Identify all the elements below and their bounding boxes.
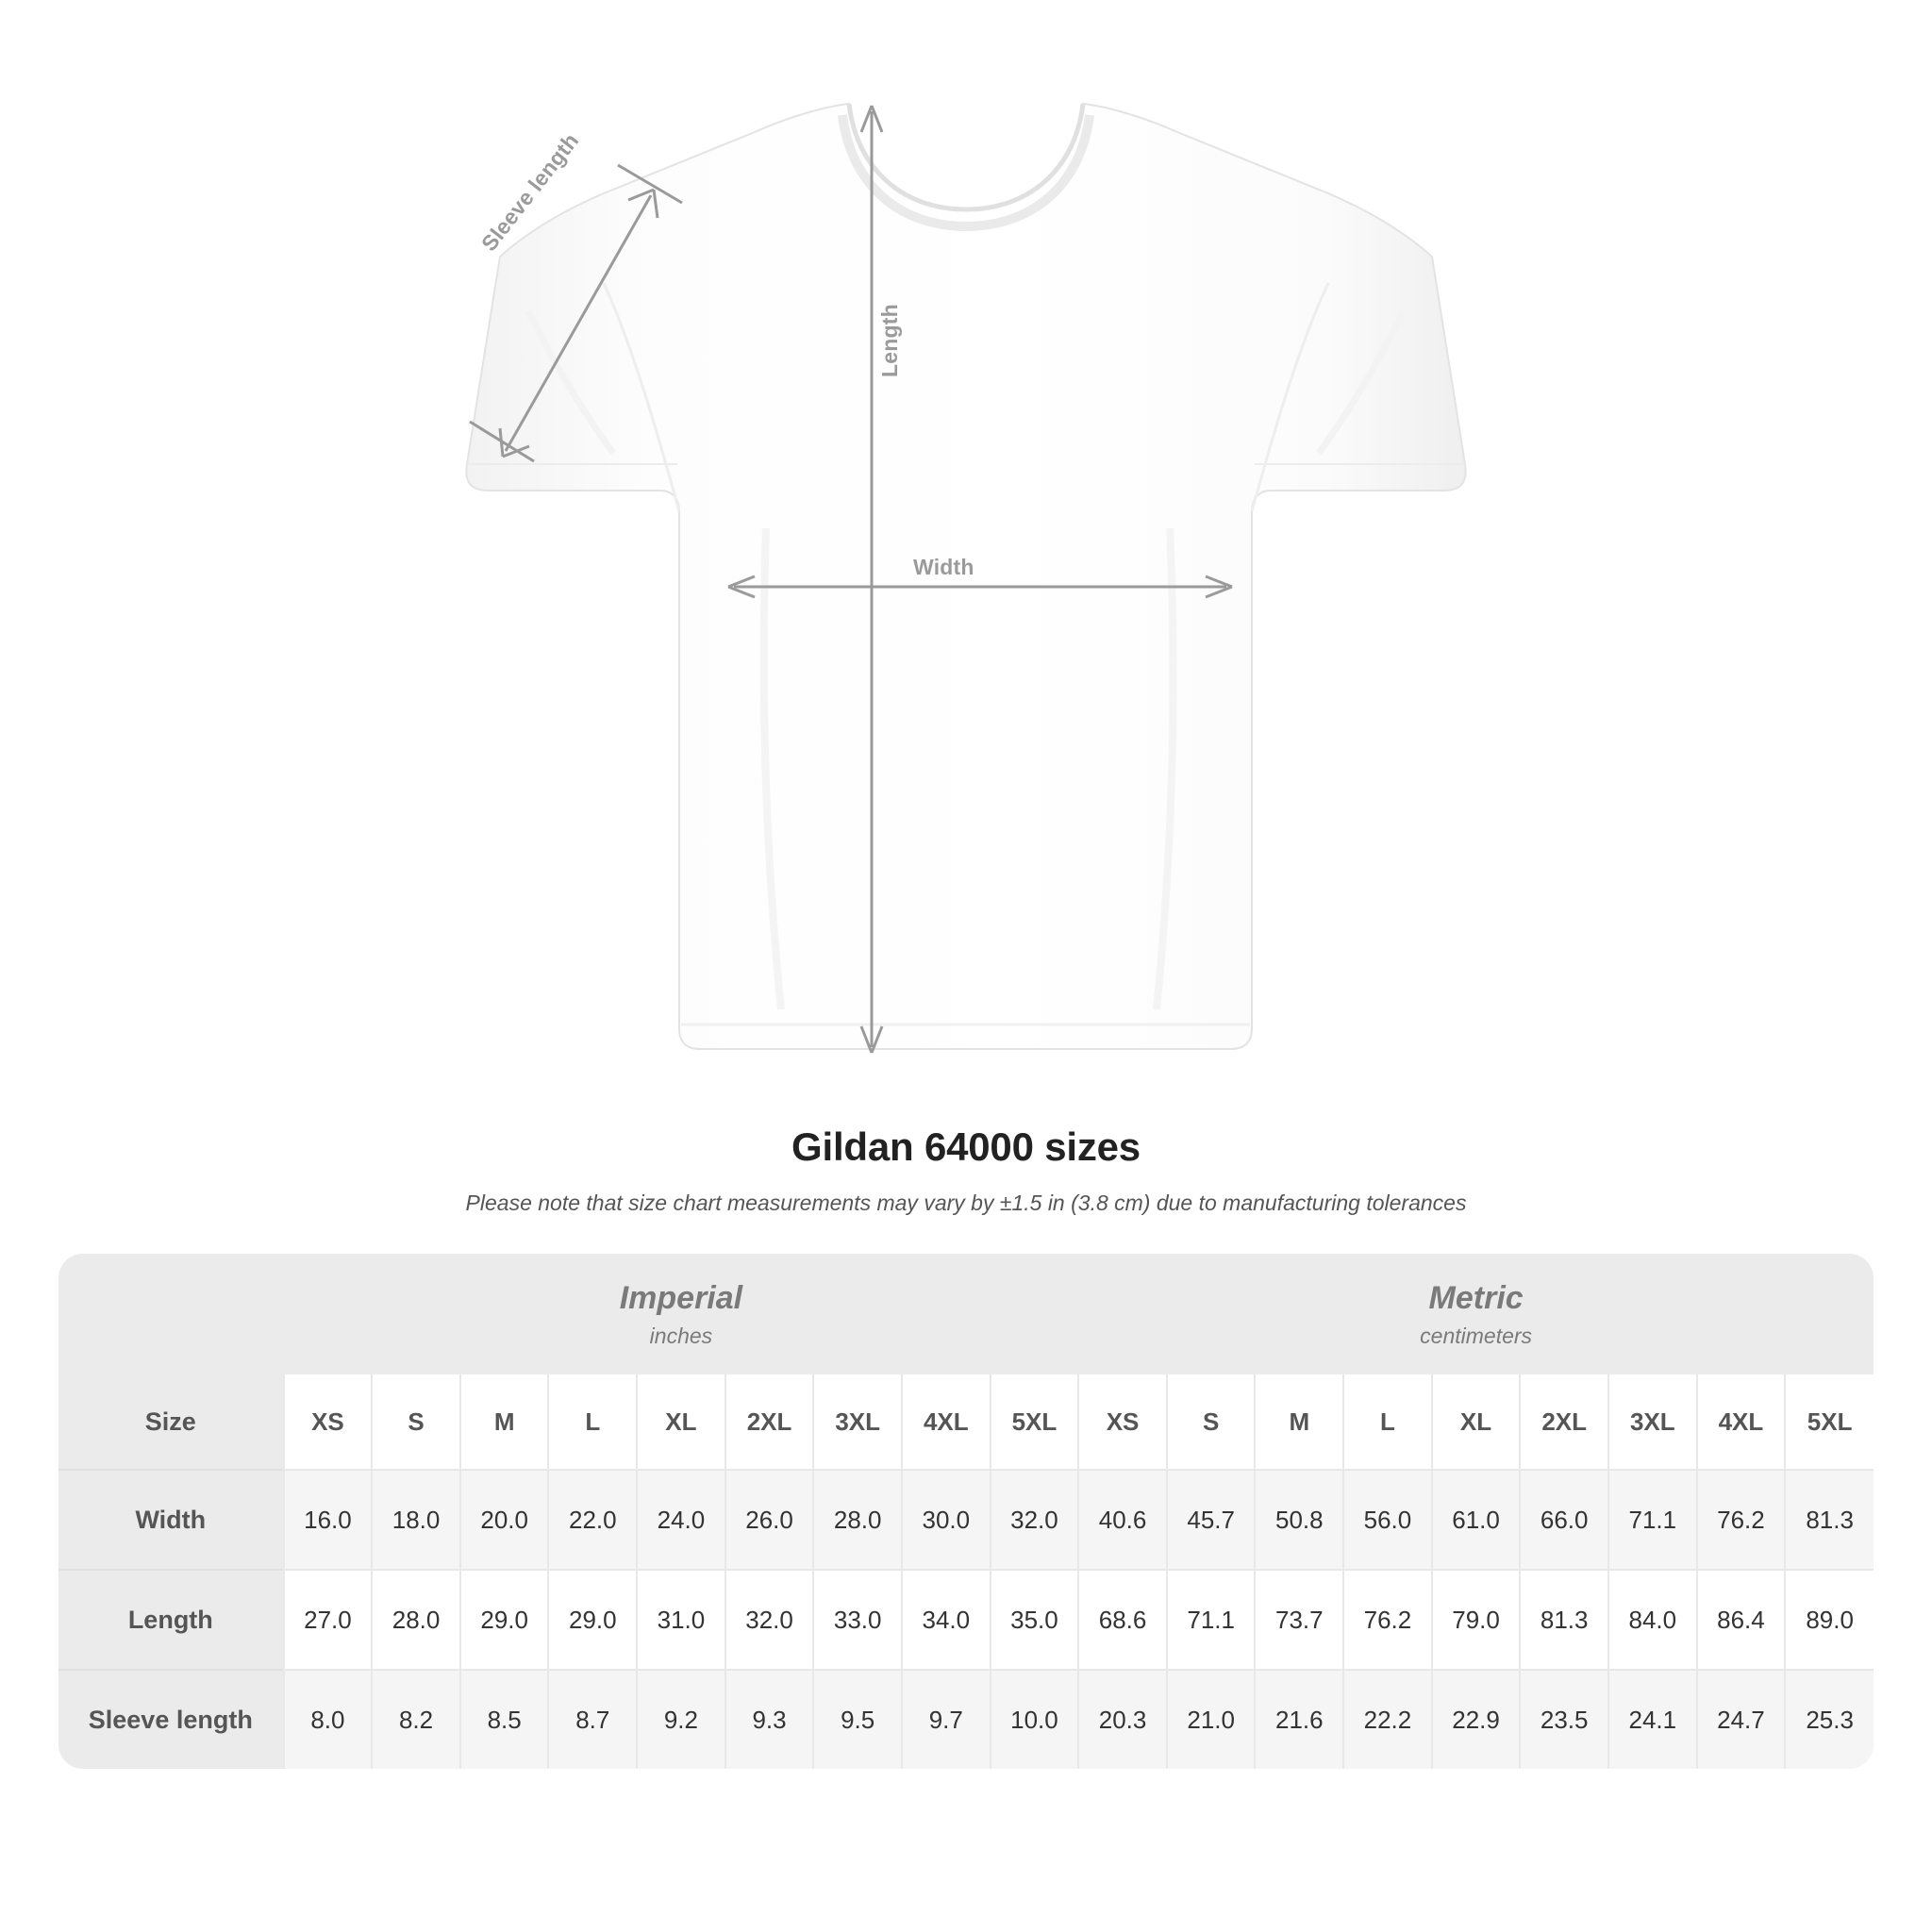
size-header-metric-s: S — [1167, 1374, 1256, 1470]
cell-length-imperial-xl: 31.0 — [637, 1570, 725, 1670]
cell-sleeve-imperial-xs: 8.0 — [284, 1670, 373, 1769]
table-row-length — [58, 1570, 1874, 1670]
size-header-metric-l: L — [1343, 1374, 1432, 1470]
size-header-imperial-m: M — [460, 1374, 549, 1470]
cell-width-imperial-xl: 24.0 — [637, 1470, 725, 1570]
cell-length-imperial-m: 29.0 — [460, 1570, 549, 1670]
size-header-metric-2xl: 2XL — [1520, 1374, 1608, 1470]
cell-sleeve-metric-s: 21.0 — [1167, 1670, 1256, 1769]
size-table — [58, 1254, 1874, 1769]
unit-metric-name: Metric — [1428, 1280, 1524, 1317]
cell-width-imperial-xs: 16.0 — [284, 1470, 373, 1570]
size-header-imperial-l: L — [548, 1374, 637, 1470]
unit-imperial-name: Imperial — [619, 1280, 743, 1317]
cell-sleeve-imperial-m: 8.5 — [460, 1670, 549, 1769]
cell-width-metric-2xl: 66.0 — [1520, 1470, 1608, 1570]
size-header-row — [58, 1374, 1874, 1470]
cell-width-metric-xl: 61.0 — [1432, 1470, 1521, 1570]
size-header-label: Size — [58, 1374, 284, 1470]
cell-length-imperial-4xl: 34.0 — [902, 1570, 991, 1670]
cell-length-imperial-5xl: 35.0 — [991, 1570, 1079, 1670]
cell-length-metric-xs: 68.6 — [1078, 1570, 1167, 1670]
table-row-sleeve-length — [58, 1670, 1874, 1769]
cell-sleeve-imperial-s: 8.2 — [372, 1670, 460, 1769]
cell-width-metric-5xl: 81.3 — [1785, 1470, 1874, 1570]
size-header-imperial-xs: XS — [284, 1374, 373, 1470]
size-table-wrapper — [58, 1254, 1874, 1769]
cell-width-metric-m: 50.8 — [1255, 1470, 1343, 1570]
cell-length-imperial-2xl: 32.0 — [725, 1570, 814, 1670]
cell-length-imperial-xs: 27.0 — [284, 1570, 373, 1670]
cell-width-imperial-5xl: 32.0 — [991, 1470, 1079, 1570]
size-header-imperial-xl: XL — [637, 1374, 725, 1470]
cell-length-metric-xl: 79.0 — [1432, 1570, 1521, 1670]
cell-sleeve-imperial-l: 8.7 — [548, 1670, 637, 1769]
row-label-width: Width — [58, 1470, 284, 1570]
cell-length-metric-s: 71.1 — [1167, 1570, 1256, 1670]
cell-length-metric-m: 73.7 — [1255, 1570, 1343, 1670]
size-header-imperial-5xl: 5XL — [991, 1374, 1079, 1470]
cell-width-imperial-s: 18.0 — [372, 1470, 460, 1570]
label-length: Length — [877, 304, 902, 377]
cell-width-metric-s: 45.7 — [1167, 1470, 1256, 1570]
cell-width-metric-l: 56.0 — [1343, 1470, 1432, 1570]
cell-length-metric-4xl: 86.4 — [1697, 1570, 1786, 1670]
cell-sleeve-imperial-3xl: 9.5 — [813, 1670, 902, 1769]
size-header-metric-xs: XS — [1078, 1374, 1167, 1470]
size-header-metric-5xl: 5XL — [1785, 1374, 1874, 1470]
label-sleeve-length: Sleeve length — [476, 128, 584, 257]
cell-sleeve-imperial-4xl: 9.7 — [902, 1670, 991, 1769]
cell-sleeve-metric-2xl: 23.5 — [1520, 1670, 1608, 1769]
title-block — [0, 1124, 1932, 1216]
cell-length-imperial-l: 29.0 — [548, 1570, 637, 1670]
cell-sleeve-imperial-5xl: 10.0 — [991, 1670, 1079, 1769]
unit-header-spacer — [58, 1254, 284, 1374]
unit-header-metric — [1078, 1254, 1874, 1374]
size-header-metric-4xl: 4XL — [1697, 1374, 1786, 1470]
cell-width-metric-3xl: 71.1 — [1608, 1470, 1697, 1570]
cell-sleeve-metric-xl: 22.9 — [1432, 1670, 1521, 1769]
size-header-imperial-2xl: 2XL — [725, 1374, 814, 1470]
cell-sleeve-metric-l: 22.2 — [1343, 1670, 1432, 1769]
size-header-metric-3xl: 3XL — [1608, 1374, 1697, 1470]
cell-sleeve-metric-xs: 20.3 — [1078, 1670, 1167, 1769]
cell-width-imperial-4xl: 30.0 — [902, 1470, 991, 1570]
unit-imperial-sub: inches — [649, 1323, 713, 1348]
cell-width-imperial-m: 20.0 — [460, 1470, 549, 1570]
size-header-imperial-4xl: 4XL — [902, 1374, 991, 1470]
cell-length-metric-l: 76.2 — [1343, 1570, 1432, 1670]
cell-width-imperial-3xl: 28.0 — [813, 1470, 902, 1570]
cell-width-imperial-2xl: 26.0 — [725, 1470, 814, 1570]
cell-sleeve-metric-5xl: 25.3 — [1785, 1670, 1874, 1769]
cell-length-metric-2xl: 81.3 — [1520, 1570, 1608, 1670]
label-width: Width — [913, 555, 974, 579]
size-header-metric-m: M — [1255, 1374, 1343, 1470]
size-header-metric-xl: XL — [1432, 1374, 1521, 1470]
cell-length-imperial-3xl: 33.0 — [813, 1570, 902, 1670]
cell-length-metric-3xl: 84.0 — [1608, 1570, 1697, 1670]
cell-sleeve-metric-4xl: 24.7 — [1697, 1670, 1786, 1769]
size-header-imperial-s: S — [372, 1374, 460, 1470]
size-header-imperial-3xl: 3XL — [813, 1374, 902, 1470]
cell-sleeve-imperial-xl: 9.2 — [637, 1670, 725, 1769]
page-title: Gildan 64000 sizes — [791, 1124, 1141, 1169]
unit-header-row — [58, 1254, 1874, 1374]
cell-sleeve-imperial-2xl: 9.3 — [725, 1670, 814, 1769]
cell-width-metric-4xl: 76.2 — [1697, 1470, 1786, 1570]
unit-metric-sub: centimeters — [1420, 1323, 1533, 1348]
cell-width-imperial-l: 22.0 — [548, 1470, 637, 1570]
tolerance-note: Please note that size chart measurements may vary by ±1.5 in (3.8 cm) due to manufacturing tolerances — [465, 1191, 1467, 1215]
cell-length-imperial-s: 28.0 — [372, 1570, 460, 1670]
cell-width-metric-xs: 40.6 — [1078, 1470, 1167, 1570]
table-row-width — [58, 1470, 1874, 1570]
cell-sleeve-metric-3xl: 24.1 — [1608, 1670, 1697, 1769]
cell-length-metric-5xl: 89.0 — [1785, 1570, 1874, 1670]
cell-sleeve-metric-m: 21.6 — [1255, 1670, 1343, 1769]
unit-header-imperial — [284, 1254, 1079, 1374]
row-label-length: Length — [58, 1570, 284, 1670]
row-label-sleeve-length: Sleeve length — [58, 1670, 284, 1769]
